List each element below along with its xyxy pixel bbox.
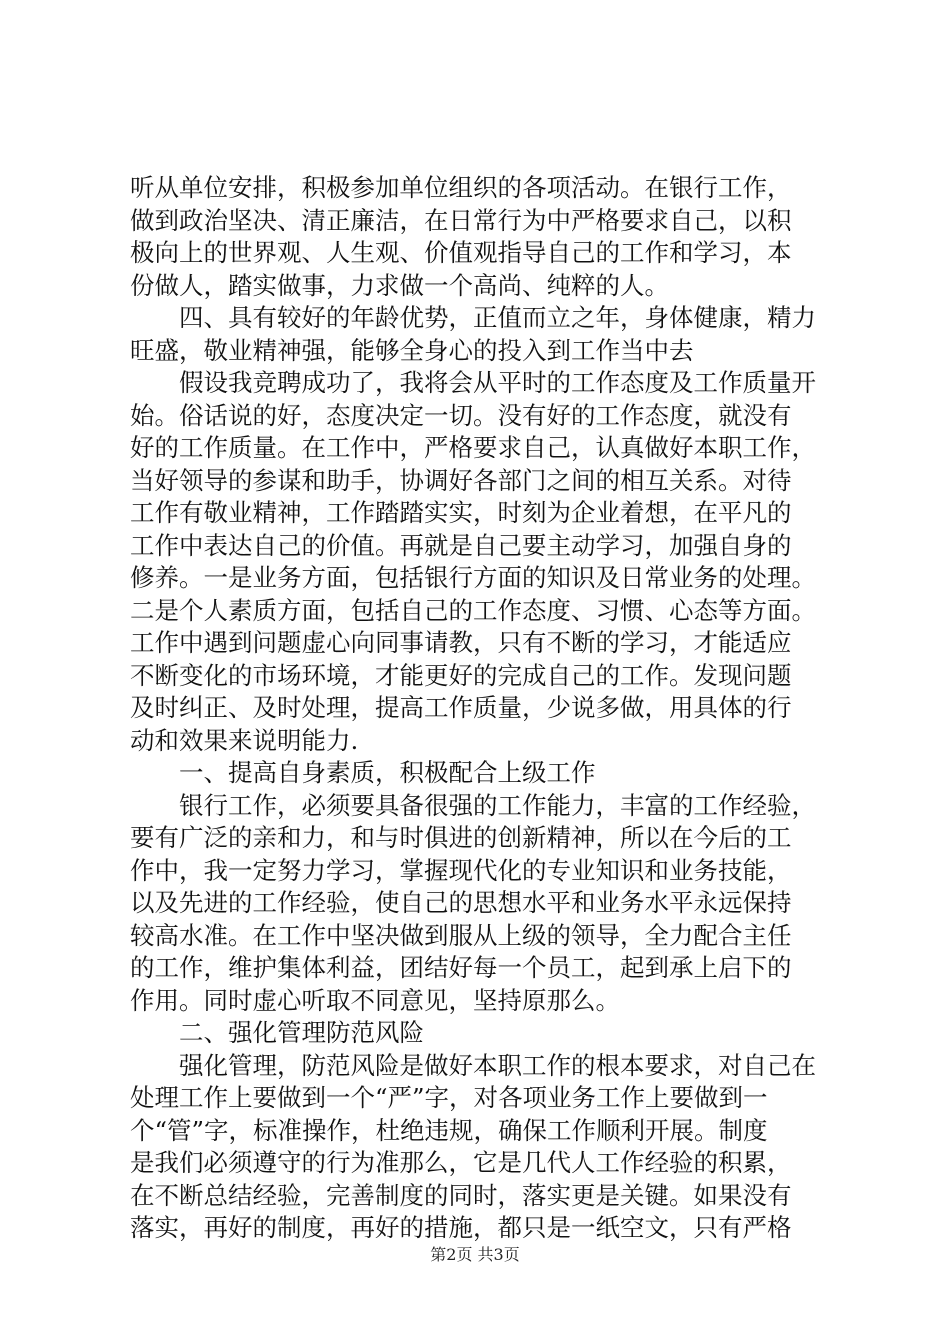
text-line: 作中，我一定努力学习，掌握现代化的专业知识和业务技能， bbox=[130, 855, 792, 885]
text-line: 始。俗话说的好，态度决定一切。没有好的工作态度，就没有 bbox=[130, 400, 792, 430]
text-line: 个“管”字，标准操作，杜绝违规，确保工作顺利开展。制度 bbox=[130, 1115, 768, 1145]
text-line: 听从单位安排，积极参加单位组织的各项活动。在银行工作， bbox=[130, 173, 792, 202]
text-line: 落实，再好的制度，再好的措施，都只是一纸空文，只有严格 bbox=[130, 1213, 792, 1242]
text-line: 的工作，维护集体利益，团结好每一个员工，起到承上启下的 bbox=[130, 953, 792, 982]
text-line: 极向上的世界观、人生观、价值观指导自己的工作和学习，本 bbox=[130, 238, 792, 267]
text-line: 较高水准。在工作中坚决做到服从上级的领导，全力配合主任 bbox=[130, 920, 792, 950]
text-line: 四、具有较好的年龄优势，正值而立之年，身体健康，精力 bbox=[179, 303, 816, 332]
text-line: 动和效果来说明能力. bbox=[130, 725, 359, 755]
text-line: 当好领导的参谋和助手，协调好各部门之间的相互关系。对待 bbox=[130, 465, 792, 495]
page-footer bbox=[0, 1245, 950, 1265]
text-line: 以及先进的工作经验，使自己的思想水平和业务水平永远保持 bbox=[130, 888, 792, 917]
text-line: 工作有敬业精神，工作踏踏实实，时刻为企业着想，在平凡的 bbox=[130, 498, 792, 527]
text-line: 银行工作，必须要具备很强的工作能力，丰富的工作经验， bbox=[179, 790, 816, 820]
text-line: 工作中遇到问题虚心向同事请教，只有不断的学习，才能适应 bbox=[130, 628, 792, 657]
text-line: 一、提高自身素质，积极配合上级工作 bbox=[179, 758, 596, 787]
text-line: 旺盛，敬业精神强，能够全身心的投入到工作当中去 bbox=[130, 335, 694, 365]
text-line: 及时纠正、及时处理，提高工作质量，少说多做，用具体的行 bbox=[130, 693, 792, 722]
text-line: 修养。一是业务方面，包括银行方面的知识及日常业务的处理。 bbox=[130, 563, 816, 592]
text-line: 不断变化的市场环境，才能更好的完成自己的工作。发现问题 bbox=[130, 660, 792, 690]
text-line: 假设我竞聘成功了，我将会从平时的工作态度及工作质量开 bbox=[179, 368, 816, 397]
text-line: 强化管理，防范风险是做好本职工作的根本要求，对自己在 bbox=[179, 1050, 816, 1080]
text-line: 二是个人素质方面，包括自己的工作态度、习惯、心态等方面。 bbox=[130, 595, 816, 625]
text-line: 处理工作上要做到一个“严”字，对各项业务工作上要做到一 bbox=[130, 1083, 768, 1112]
text-line: 在不断总结经验，完善制度的同时，落实更是关键。如果没有 bbox=[130, 1180, 792, 1210]
text-line: 作用。同时虚心听取不同意见，坚持原那么。 bbox=[130, 985, 620, 1015]
text-line: 二、强化管理防范风险 bbox=[179, 1018, 424, 1047]
text-line: 工作中表达自己的价值。再就是自己要主动学习，加强自身的 bbox=[130, 530, 792, 560]
text-line: 做到政治坚决、清正廉洁，在日常行为中严格要求自己，以积 bbox=[130, 205, 792, 235]
page-number: 第2页 共3页 bbox=[430, 1245, 520, 1264]
text-line: 份做人，踏实做事，力求做一个高尚、纯粹的人。 bbox=[130, 270, 669, 300]
text-line: 要有广泛的亲和力，和与时俱进的创新精神，所以在今后的工 bbox=[130, 823, 792, 852]
text-line: 是我们必须遵守的行为准那么，它是几代人工作经验的积累， bbox=[130, 1148, 792, 1177]
text-line: 好的工作质量。在工作中，严格要求自己，认真做好本职工作， bbox=[130, 433, 816, 462]
document-body bbox=[130, 172, 830, 1245]
